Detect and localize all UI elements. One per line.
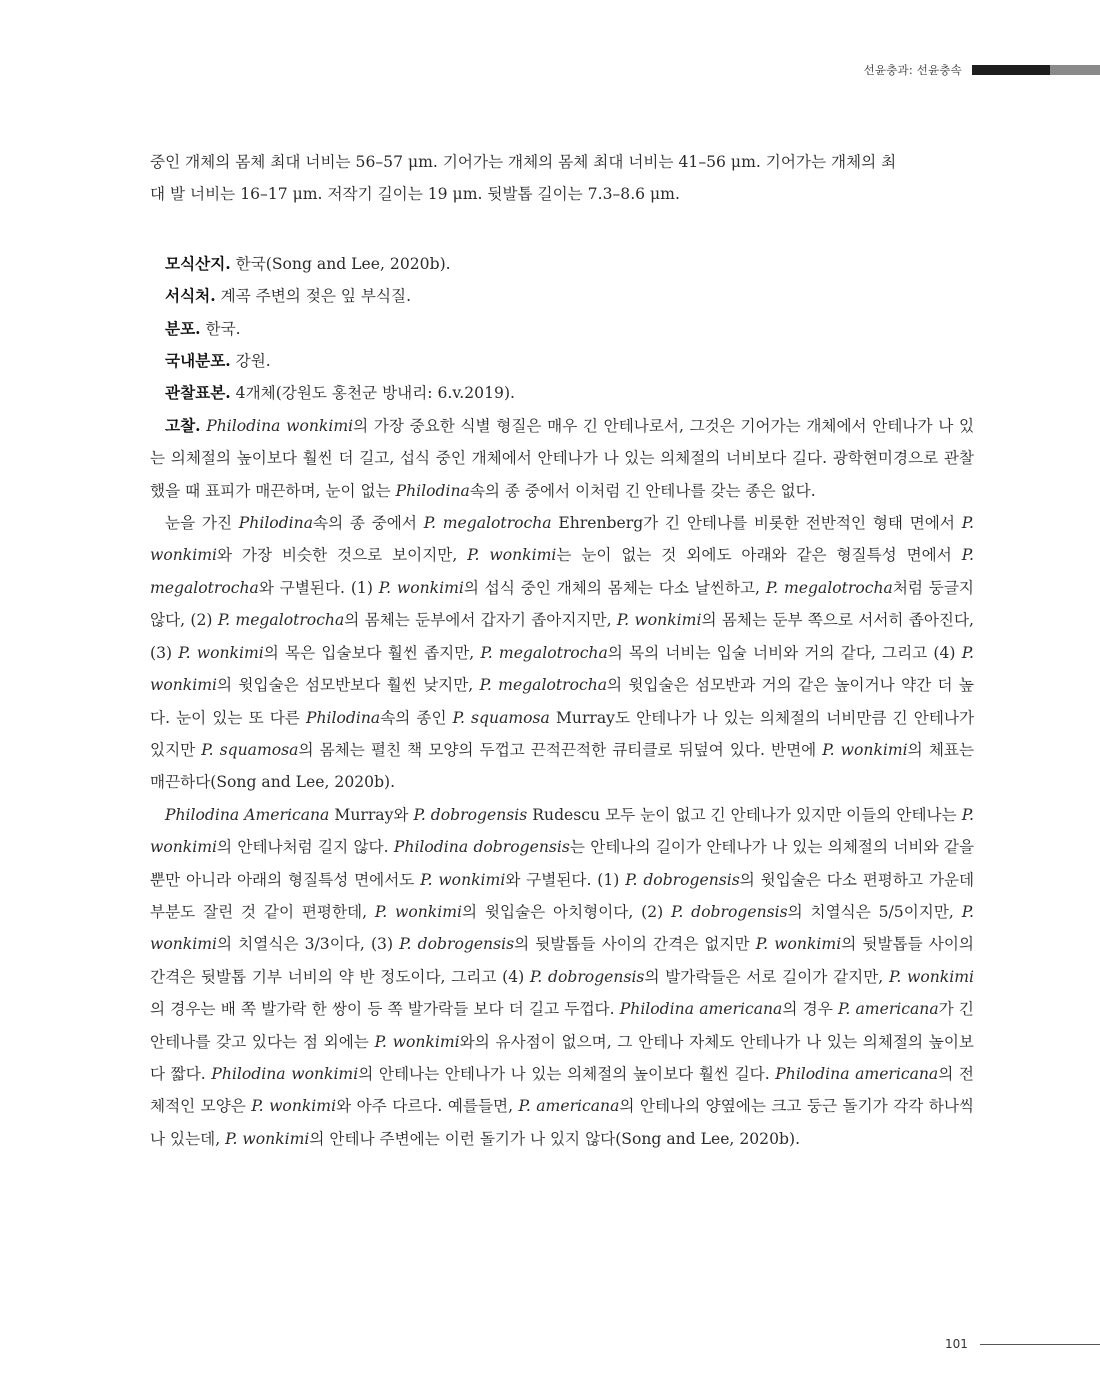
species-name: P. wonkimi	[755, 935, 842, 954]
species-name: Philodina americana	[619, 1000, 783, 1019]
remarks-text: 의 안테나처럼 길지 않다.	[217, 838, 394, 857]
species-name: P. dobrogensis	[413, 805, 528, 824]
remarks-text: 와 가장 비슷한 것으로 보이지만,	[217, 546, 468, 565]
remarks-text: 가 긴 안테나를 갖고 있다는 점 외에는	[150, 1000, 974, 1051]
remarks-label: 고찰.	[165, 415, 201, 435]
type-locality-text: 한국(Song and Lee, 2020b).	[230, 254, 451, 273]
species-name: Philodina Americana	[165, 805, 330, 824]
header-bar-dark	[972, 65, 1050, 75]
species-name: P. megalotrocha	[765, 578, 893, 597]
species-name: P. dobrogensis	[625, 870, 740, 889]
remarks-text: 의 경우는 배 쪽 발가락 한 쌍이 등 쪽 발가락들 보다 더 길고 두껍다.	[150, 1000, 620, 1019]
remarks-paragraph-2	[150, 507, 974, 799]
species-name: P. wonkimi	[374, 1032, 460, 1051]
species-name: P. wonkimi	[467, 546, 557, 565]
species-name: P. megalotrocha	[479, 676, 608, 695]
remarks-text: 속의 종인	[380, 708, 453, 727]
remarks-text: 의 몸체는 둔부 쪽으로 서서히 좁아진다, (3)	[150, 611, 974, 662]
remarks-text: 와의 유사점이 없으며, 그 안테나 자체도 안테나가 나 있는 의체절의 높이보다 짧다.	[150, 1032, 974, 1083]
species-name: P. wonkimi	[374, 902, 463, 921]
page-footer	[945, 1336, 1100, 1352]
remarks-text: 의 안테나는 안테나가 나 있는 의체절의 높이보다 훨씬 길다.	[358, 1064, 776, 1083]
korean-distribution-label: 국내분포.	[165, 351, 231, 371]
remarks-text: 의 윗입술은 섬모반보다 훨씬 낮지만,	[217, 676, 480, 695]
genus-name: Philodina	[238, 514, 314, 533]
section-gap	[150, 211, 974, 248]
page-number: 101	[945, 1337, 968, 1351]
species-name: Philodina wonkimi	[206, 416, 354, 435]
species-name: P. dobrogensis	[671, 902, 788, 921]
remarks-text: 는 안테나의 길이가 안테나가 나 있는 의체절의 너비와 같을 뿐만 아니라 아래의 형질특성 면에서도	[150, 838, 975, 889]
material-label: 관찰표본.	[165, 383, 231, 403]
running-header	[864, 63, 1100, 77]
distribution-label: 분포.	[165, 318, 201, 338]
remarks-text: 의 안테나 주변에는 이런 돌기가 나 있지 않다(Song and Lee, 2020b).	[309, 1129, 801, 1148]
remarks-text: 의 윗입술은 다소 편평하고 가운데 부분도 잘린 것 같이 편평한데,	[150, 870, 975, 921]
species-name: P. dobrogensis	[399, 935, 515, 954]
species-name: P. wonkimi	[822, 740, 908, 759]
remarks-text: 의 체표는 매끈하다(Song and Lee, 2020b).	[150, 740, 975, 792]
distribution	[150, 313, 974, 345]
remarks-text: 의 목의 너비는 입술 너비와 거의 같다, 그리고 (4)	[607, 643, 962, 662]
species-name: P. wonkimi	[178, 643, 264, 662]
remarks-text: Murray와	[329, 805, 414, 824]
species-name: P. squamosa	[201, 740, 299, 759]
species-name: P. americana	[838, 1000, 939, 1019]
main-text	[150, 146, 974, 1155]
species-name: P. megalotrocha	[217, 611, 345, 630]
species-name: P. wonkimi	[150, 643, 974, 695]
remarks-text: 처럼 둥글지 않다, (2)	[150, 578, 974, 630]
remarks-text: 의 윗입술은 아치형이다, (2)	[462, 902, 672, 921]
species-name: Philodina dobrogensis	[393, 838, 570, 857]
species-name: P. wonkimi	[150, 805, 974, 857]
remarks-text: 의 섭식 중인 개체의 몸체는 다소 날씬하고,	[463, 578, 766, 597]
species-name: P. megalotrocha	[423, 514, 552, 533]
remarks-text: 는 눈이 없는 것 외에도 아래와 같은 형질특성 면에서	[556, 546, 962, 565]
remarks-text: 와 아주 다르다. 예를들면,	[336, 1097, 519, 1116]
remarks-text: 와 구별된다. (1)	[258, 578, 379, 597]
remarks-text: 의 경우	[782, 1000, 838, 1019]
remarks-text: 의 치열식은 3/3이다, (3)	[217, 935, 400, 954]
species-name: P. wonkimi	[888, 967, 974, 986]
species-name: P. megalotrocha	[150, 546, 974, 597]
habitat	[150, 280, 974, 312]
material-text: 4개체(강원도 홍천군 방내리: 6.v.2019).	[230, 384, 515, 403]
remarks-text: 의 몸체는 펼친 책 모양의 두껍고 끈적끈적한 큐티클로 뒤덮여 있다. 반면에	[298, 740, 823, 759]
distribution-text: 한국.	[200, 319, 241, 338]
remarks-text: 속의 종 중에서	[313, 514, 424, 533]
footer-rule	[980, 1344, 1100, 1345]
genus-name: Philodina	[395, 481, 470, 500]
species-name: Philodina americana	[775, 1064, 939, 1083]
type-locality-label: 모식산지.	[165, 253, 231, 273]
header-bar-gray	[1050, 65, 1100, 75]
species-name: P. megalotrocha	[480, 643, 608, 662]
remarks-paragraph-3	[150, 799, 974, 1155]
species-name: P. wonkimi	[150, 902, 975, 954]
type-locality	[150, 248, 974, 280]
species-name: P. wonkimi	[150, 514, 974, 565]
remarks-text: 와 구별된다. (1)	[505, 870, 626, 889]
remarks-paragraph-1	[150, 410, 974, 507]
remarks-text: 의 가장 중요한 식별 형질은 매우 긴 안테나로서, 그것은 기어가는 개체에서 안테나가 나 있는 의체절의 높이보다 훨씬 더 길고, 섭식 중인 개체에서 안테나가 나 있는 의체절의 너비보다 길다. 광학현미경으로 관찰했을 때 표피가 매끈하며, 눈이 없는	[150, 416, 975, 500]
remarks-text: 의 안테나의 양옆에는 크고 둥근 돌기가 각각 하나씩 나 있는데,	[150, 1097, 974, 1148]
remarks-text: Rudescu 모두 눈이 없고 긴 안테나가 있지만 이들의 안테나는	[527, 805, 962, 824]
species-name: P. americana	[518, 1097, 620, 1116]
genus-name: Philodina	[305, 708, 381, 727]
remarks-text: 속의 종 중에서 이처럼 긴 안테나를 갖는 종은 없다.	[469, 481, 816, 500]
remarks-text: 의 윗입술은 섬모반과 거의 같은 높이거나 약간 더 높다. 눈이 있는 또 다른	[150, 676, 974, 727]
remarks-text: 의 뒷발톱들 사이의 간격은 뒷발톱 기부 너비의 약 반 정도이다, 그리고 (4)	[150, 935, 974, 986]
species-name: P. wonkimi	[420, 870, 506, 889]
intro-line-1: 중인 개체의 몸체 최대 너비는 56–57 μm. 기어가는 개체의 몸체 최대 너비는 41–56 μm. 기어가는 개체의 최	[150, 153, 897, 171]
remarks-text: 의 발가락들은 서로 길이가 같지만,	[644, 967, 889, 986]
running-header-title: 선윤충과: 선윤충속	[863, 63, 962, 77]
korean-distribution-text: 강원.	[230, 352, 271, 371]
species-name: P. wonkimi	[251, 1097, 337, 1116]
species-name: P. wonkimi	[616, 611, 702, 630]
material-examined	[150, 377, 974, 409]
korean-distribution	[150, 345, 974, 377]
habitat-label: 서식처.	[165, 286, 216, 306]
remarks-text: 의 치열식은 5/5이지만,	[787, 902, 962, 921]
remarks-text: 의 뒷발톱들 사이의 간격은 없지만	[514, 935, 756, 954]
remarks-text: 눈을 가진	[165, 514, 239, 533]
species-name: P. squamosa	[452, 708, 550, 727]
species-name: Philodina wonkimi	[211, 1064, 359, 1083]
remarks-text: Ehrenberg가 긴 안테나를 비롯한 전반적인 형태 면에서	[551, 514, 962, 533]
species-name: P. wonkimi	[378, 578, 464, 597]
species-name: P. wonkimi	[225, 1129, 310, 1148]
intro-paragraph	[150, 146, 974, 211]
remarks-text: 의 목은 입술보다 훨씬 좁지만,	[263, 643, 481, 662]
remarks-text: Murray도 안테나가 나 있는 의체절의 너비만큼 긴 안테나가 있지만	[150, 708, 975, 759]
habitat-text: 계곡 주변의 젖은 잎 부식질.	[215, 287, 412, 306]
intro-line-2: 대 발 너비는 16–17 μm. 저작기 길이는 19 μm. 뒷발톱 길이는 7.3–8.6 μm.	[150, 185, 680, 204]
remarks-text: 의 전체적인 모양은	[150, 1064, 974, 1116]
remarks-text: 의 몸체는 둔부에서 갑자기 좁아지지만,	[344, 611, 617, 630]
species-name: P. dobrogensis	[529, 967, 645, 986]
